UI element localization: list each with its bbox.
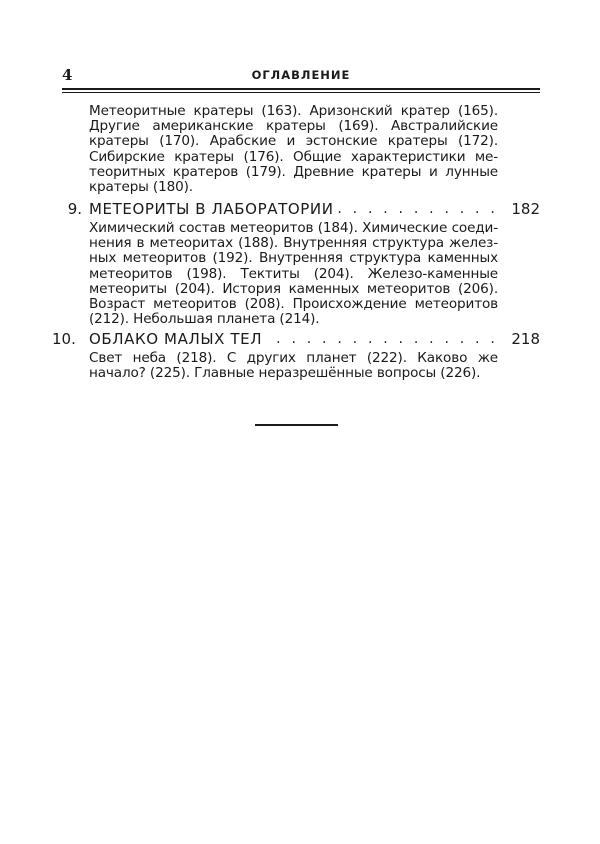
section-line: начало? (225). Главные неразрешённые вопросы (226). (89, 365, 481, 382)
section-line: кратеры (180). (89, 179, 193, 196)
section-line: ных метеоритов (192). Внутренняя структура каменных (89, 250, 498, 267)
page-number: 4 (62, 66, 73, 84)
chapter-number: 10. (52, 330, 76, 348)
chapter-10-section-list (89, 351, 498, 381)
section-line: нения в метеоритах (188). Внутренняя структура желез- (89, 235, 498, 252)
chapter-9-section-list (89, 221, 498, 327)
chapter-title: МЕТЕОРИТЫ В ЛАБОРАТОРИИ (89, 200, 334, 218)
section-line: Возраст метеоритов (208). Происхождение метеоритов (89, 296, 498, 313)
section-line: Сибирские кратеры (176). Общие характеристики ме- (89, 148, 498, 165)
toc-entry-chapter-9[interactable] (62, 200, 540, 218)
chapter-title: ОБЛАКО МАЛЫХ ТЕЛ (89, 330, 263, 348)
header-rule-thin (62, 92, 540, 93)
toc-entry-chapter-10[interactable] (52, 330, 540, 348)
chapter-page-number: 182 (511, 200, 540, 218)
dot-leader: . . . . . . . . . . . (337, 201, 498, 217)
chapter-page-number: 218 (511, 330, 540, 348)
page-header (62, 64, 540, 86)
section-line: метеориты (204). История каменных метеоритов (206). (89, 280, 498, 297)
continued-section-list (89, 104, 498, 195)
section-line: Химический состав метеоритов (184). Химические соеди- (89, 220, 498, 236)
section-line: кратеры (170). Арабские и эстонские кратеры (172). (89, 133, 498, 150)
section-line: Другие американские кратеры (169). Австралийские (89, 118, 498, 135)
chapter-number: 9. (67, 200, 82, 218)
section-line: Свет неба (218). С других планет (222). Каково же (89, 350, 498, 366)
header-rule-thick (62, 88, 540, 90)
dot-leader: . . . . . . . . . . . . . . . (276, 331, 498, 347)
section-line: теоритных кратеров (179). Древние кратеры и лунные (89, 163, 498, 180)
section-line: (212). Небольшая планета (214). (89, 311, 320, 328)
end-divider (255, 424, 338, 426)
section-line: метеоритов (198). Тектиты (204). Железо-каменные (89, 265, 498, 282)
running-title: ОГЛАВЛЕНИЕ (251, 68, 351, 82)
section-line: Метеоритные кратеры (163). Аризонский кратер (165). (89, 103, 498, 119)
